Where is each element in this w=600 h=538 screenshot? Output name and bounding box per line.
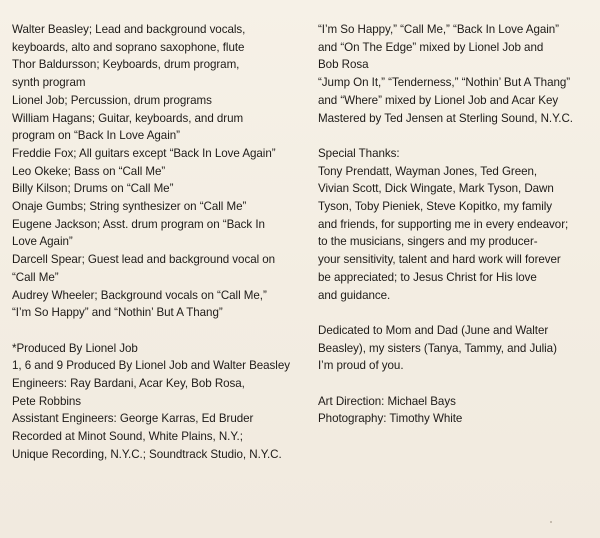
paragraph-gap — [318, 127, 590, 145]
dedication-line: Dedicated to Mom and Dad (June and Walter — [318, 323, 549, 337]
thanks-line: be appreciated; to Jesus Christ for His love — [318, 270, 537, 284]
mixing-line: and “Where” mixed by Lionel Job and Acar Key — [318, 93, 559, 107]
credit-line: keyboards, alto and soprano saxophone, flute — [12, 40, 245, 54]
credit-line: Leo Okeke; Bass on “Call Me” — [12, 164, 166, 178]
credit-line: Lionel Job; Percussion, drum programs — [12, 93, 212, 107]
credit-line: Freddie Fox; All guitars except “Back In Love Again” — [12, 146, 276, 160]
credit-line: Love Again” — [12, 235, 73, 249]
production-credits — [12, 340, 308, 464]
art-credits — [318, 393, 590, 428]
credit-line: “I’m So Happy” and “Nothin’ But A Thang” — [12, 306, 223, 320]
production-line: Recorded at Minot Sound, White Plains, N.Y.; — [12, 430, 243, 444]
credit-line: Onaje Gumbs; String synthesizer on “Call Me” — [12, 200, 247, 214]
thanks-line: Tyson, Toby Pieniek, Steve Kopitko, my family — [318, 200, 553, 214]
production-line: Unique Recording, N.Y.C.; Soundtrack Studio, N.Y.C. — [12, 447, 282, 461]
paper-speck — [550, 521, 552, 523]
thanks-line: and friends, for supporting me in every endeavor; — [318, 217, 569, 231]
credit-line: “Call Me” — [12, 270, 59, 284]
thanks-line: and guidance. — [318, 288, 391, 302]
production-line: Engineers: Ray Bardani, Acar Key, Bob Rosa, — [12, 377, 245, 391]
paragraph-gap — [318, 375, 590, 393]
production-line: 1, 6 and 9 Produced By Lionel Job and Walter Beasley — [12, 359, 290, 373]
mixing-line: Bob Rosa — [318, 58, 369, 72]
mixing-line: Mastered by Ted Jensen at Sterling Sound, N.Y.C. — [318, 111, 573, 125]
credit-line: program on “Back In Love Again” — [12, 129, 180, 143]
dedication — [318, 322, 590, 375]
paragraph-gap — [318, 304, 590, 322]
mixing-line: “Jump On It,” “Tenderness,” “Nothin’ But A Thang” — [318, 76, 571, 90]
credit-line: Audrey Wheeler; Background vocals on “Call Me,” — [12, 288, 267, 302]
credit-line: Thor Baldursson; Keyboards, drum program, — [12, 58, 240, 72]
thanks-line: to the musicians, singers and my producer- — [318, 235, 538, 249]
left-column — [12, 21, 308, 464]
credit-line: Darcell Spear; Guest lead and background vocal on — [12, 253, 276, 267]
dedication-line: Beasley), my sisters (Tanya, Tammy, and Julia) — [318, 341, 557, 355]
dedication-line: I’m proud of you. — [318, 359, 404, 373]
credit-line: Eugene Jackson; Asst. drum program on “Back In — [12, 217, 265, 231]
thanks-heading: Special Thanks: — [318, 146, 400, 160]
thanks-line: Vivian Scott, Dick Wingate, Mark Tyson, Dawn — [318, 182, 554, 196]
special-thanks — [318, 145, 590, 304]
thanks-line: your sensitivity, talent and hard work will forever — [318, 253, 561, 267]
right-column — [318, 21, 590, 428]
photography-line: Photography: Timothy White — [318, 412, 463, 426]
mixing-credits — [318, 21, 590, 127]
paragraph-gap — [12, 322, 308, 340]
art-direction-line: Art Direction: Michael Bays — [318, 394, 456, 408]
credit-line: synth program — [12, 76, 86, 90]
musician-credits — [12, 21, 308, 322]
production-line: Pete Robbins — [12, 394, 82, 408]
credit-line: Walter Beasley; Lead and background vocals, — [12, 23, 246, 36]
production-line: Assistant Engineers: George Karras, Ed Bruder — [12, 412, 254, 426]
mixing-line: and “On The Edge” mixed by Lionel Job and — [318, 40, 544, 54]
thanks-line: Tony Prendatt, Wayman Jones, Ted Green, — [318, 164, 538, 178]
production-line: *Produced By Lionel Job — [12, 341, 138, 355]
mixing-line: “I’m So Happy,” “Call Me,” “Back In Love Again” — [318, 23, 559, 36]
credit-line: Billy Kilson; Drums on “Call Me” — [12, 182, 174, 196]
credit-line: William Hagans; Guitar, keyboards, and drum — [12, 111, 244, 125]
